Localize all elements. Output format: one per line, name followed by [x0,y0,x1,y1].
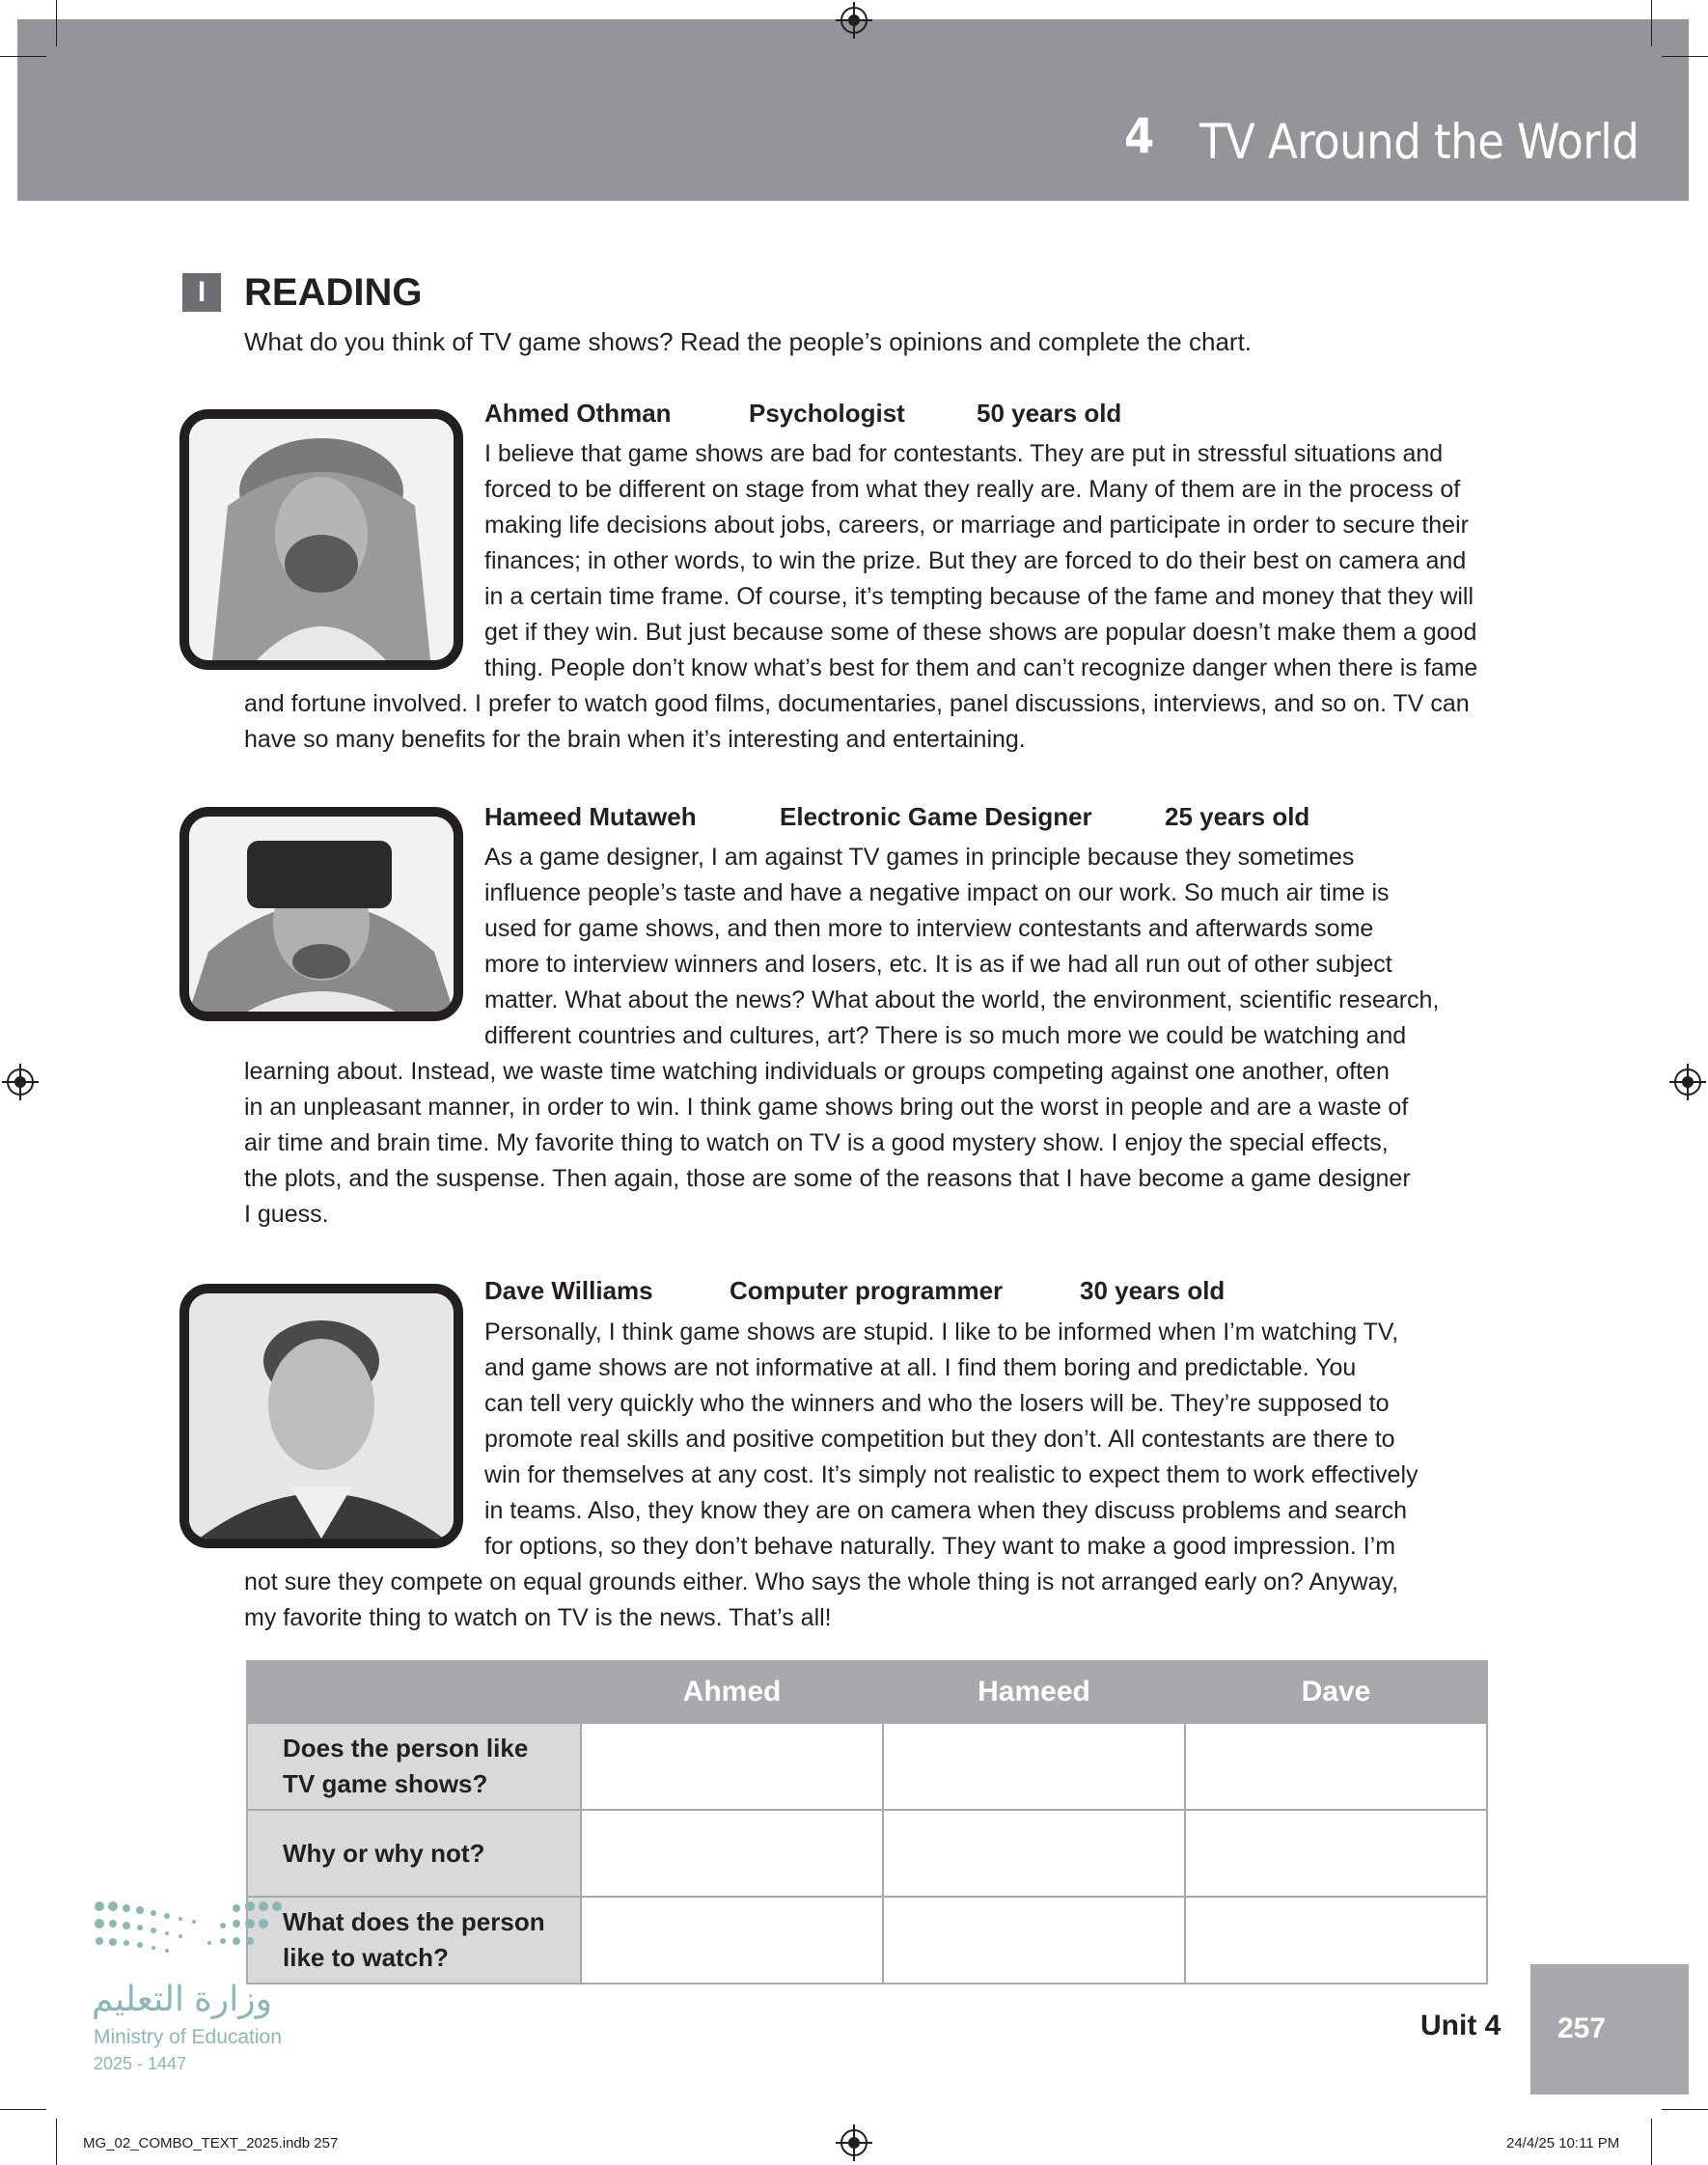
table-row [247,1810,1487,1897]
ministry-logo-icon [92,1897,304,1964]
speaker-job: Electronic Game Designer [780,802,1092,831]
column-header: Ahmed [581,1661,883,1723]
text-line: and fortune involved. I prefer to watch good films, documentaries, panel discussions, interviews, and so on. TV can [244,690,1470,717]
opinion-text [484,1315,1419,1565]
text-line: my favorite thing to watch on TV is the news. That’s all! [244,1604,832,1631]
unit-label: Unit 4 [1420,2010,1501,2041]
chapter-number: 4 [1124,108,1155,164]
crop-mark [1651,0,1652,46]
crop-mark [0,2109,46,2110]
answer-cell[interactable] [1185,1897,1487,1984]
chart-corner [247,1661,581,1723]
answer-cell[interactable] [1185,1723,1487,1810]
text-line: As a game designer, I am against TV games in principle because they sometimes [484,844,1355,871]
instructions: What do you think of TV game shows? Read the people’s opinions and complete the chart. [244,327,1253,356]
text-line: air time and brain time. My favorite thing to watch on TV is a good mystery show. I enjoy the special effects, [244,1129,1389,1156]
print-slug-date: 24/4/25 10:11 PM [1506,2135,1620,2151]
portrait-hameed [179,807,463,1021]
chapter-title: TV Around the World [1199,114,1639,170]
answer-cell[interactable] [1185,1810,1487,1897]
text-line: thing. People don’t know what’s best for them and can’t recognize danger when there is fame [484,654,1478,681]
page-number: 257 [1557,2012,1607,2044]
opinion-text [484,840,1439,1054]
ministry-name-english: Ministry of Education [94,2026,282,2048]
speaker-age: 30 years old [1080,1276,1226,1305]
text-line: promote real skills and positive competition but they don’t. All contestants are there to [484,1426,1395,1453]
crop-mark [1662,56,1708,57]
header-band [17,19,1689,201]
section-number-badge: I [182,273,221,312]
text-line: Personally, I think game shows are stupid. I like to be informed when I’m watching TV, [484,1318,1399,1346]
portrait-ahmed [179,409,463,670]
column-header: Hameed [883,1661,1185,1723]
row-label: Why or why not? [247,1810,581,1897]
person-icon [189,1293,454,1539]
opinion-text [244,686,1470,758]
crop-mark [56,0,57,46]
answer-cell[interactable] [883,1810,1185,1897]
text-line: I guess. [244,1201,329,1228]
text-line: used for game shows, and then more to interview contestants and afterwards some [484,915,1374,942]
table-row [247,1897,1487,1984]
text-line: I believe that game shows are bad for contestants. They are put in stressful situations and [484,440,1444,467]
speaker-name: Dave Williams [484,1276,653,1305]
registration-mark-icon [2,1064,39,1100]
opinion-text [244,1565,1398,1636]
person-icon [189,817,454,1012]
answer-cell[interactable] [581,1897,883,1984]
answer-cell[interactable] [883,1897,1185,1984]
column-header: Dave [1185,1661,1487,1723]
text-line: finances; in other words, to win the prize. But they are forced to do their best on camera and [484,547,1467,574]
ministry-name-arabic: وزارة التعليم [92,1979,272,2018]
chart-header-row [247,1661,1487,1723]
registration-mark-icon [836,2,872,39]
crop-mark [1651,2119,1652,2165]
text-line: influence people’s taste and have a negative impact on our work. So much air time is [484,879,1390,906]
speaker-name: Ahmed Othman [484,399,672,428]
text-line: in teams. Also, they know they are on camera when they discuss problems and search [484,1497,1408,1524]
opinion-text [244,1054,1411,1233]
answer-cell[interactable] [581,1810,883,1897]
row-label: Does the person like TV game shows? [247,1723,581,1810]
text-line: and game shows are not informative at all. I find them boring and predictable. You [484,1354,1357,1381]
opinion-chart [246,1660,1488,1985]
text-line: different countries and cultures, art? There is so much more we could be watching and [484,1022,1407,1049]
text-line: have so many benefits for the brain when it’s interesting and entertaining. [244,726,1026,753]
speaker-name: Hameed Mutaweh [484,802,697,831]
speaker-age: 50 years old [977,399,1122,428]
text-line: can tell very quickly who the winners and who the losers will be. They’re supposed to [484,1390,1390,1417]
table-row [247,1723,1487,1810]
text-line: forced to be different on stage from what they really are. Many of them are in the process of [484,476,1461,503]
ministry-year: 2025 - 1447 [94,2054,187,2073]
page-number-box [1530,1964,1689,2095]
text-line: win for themselves at any cost. It’s simply not realistic to expect them to work effectively [484,1461,1419,1488]
answer-cell[interactable] [883,1723,1185,1810]
text-line: not sure they compete on equal grounds either. Who says the whole thing is not arranged early on? Anyway, [244,1568,1399,1596]
speaker-age: 25 years old [1165,802,1310,831]
text-line: making life decisions about jobs, careers, or marriage and participate in order to secure their [484,512,1469,539]
section-title: READING [244,271,423,314]
crop-mark [1662,2109,1708,2110]
crop-mark [56,2119,57,2165]
row-label: What does the person like to watch? [247,1897,581,1984]
registration-mark-icon [836,2124,872,2161]
print-slug-file: MG_02_COMBO_TEXT_2025.indb 257 [83,2135,339,2151]
text-line: more to interview winners and losers, etc. It is as if we had all run out of other subject [484,951,1392,978]
text-line: matter. What about the news? What about the world, the environment, scientific research, [484,986,1440,1013]
speaker-job: Psychologist [749,399,905,428]
speaker-job: Computer programmer [730,1276,1004,1305]
text-line: learning about. Instead, we waste time watching individuals or groups competing against one another, often [244,1058,1390,1085]
text-line: in an unpleasant manner, in order to win. I think game shows bring out the worst in people and are a waste of [244,1094,1409,1121]
crop-mark [0,56,46,57]
portrait-dave [179,1284,463,1548]
person-icon [189,419,454,660]
text-line: get if they win. But just because some of these shows are popular doesn’t make them a good [484,619,1477,646]
text-line: in a certain time frame. Of course, it’s tempting because of the fame and money that they will [484,583,1474,610]
text-line: the plots, and the suspense. Then again, those are some of the reasons that I have become a game designer [244,1165,1411,1192]
text-line: for options, so they don’t behave naturally. They want to make a good impression. I’m [484,1533,1396,1560]
answer-cell[interactable] [581,1723,883,1810]
opinion-text [484,436,1477,686]
registration-mark-icon [1669,1064,1706,1100]
